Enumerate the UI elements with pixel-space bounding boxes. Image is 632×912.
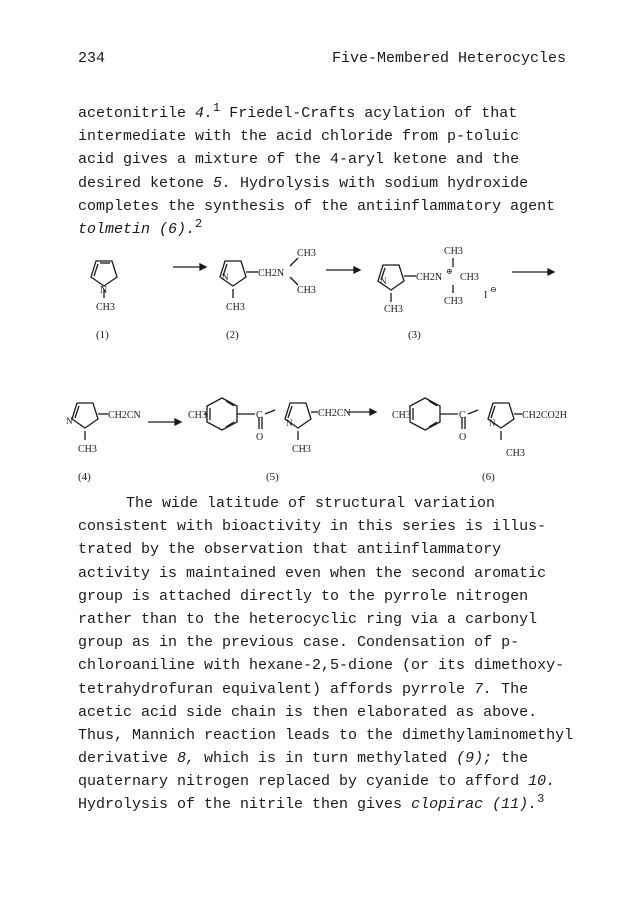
text: quaternary nitrogen replaced by cyanide to afford — [78, 773, 529, 791]
carbonyl-oxygen: O — [256, 432, 264, 443]
text-line: completes the synthesis of the antiinflammatory agent — [78, 197, 556, 215]
carbonyl-carbon: C — [459, 410, 466, 421]
compound-label-4: (4) — [78, 471, 91, 483]
text-line: group as in the previous case. Condensation of p- — [78, 634, 520, 652]
text-line — [78, 770, 598, 793]
page-number: 234 — [78, 50, 106, 67]
text: Friedel-Crafts acylation of that — [220, 105, 518, 122]
methyl-group: CH3 — [292, 444, 311, 455]
compound-ref: 8, — [177, 750, 196, 768]
cyanomethyl-group: CH2CN — [108, 410, 141, 421]
compound-ref: 4. — [195, 105, 214, 122]
methyl-group: CH3 — [297, 248, 316, 259]
methyl-group: CH3 — [78, 444, 97, 455]
benzene-ring-5 — [207, 398, 237, 430]
methylene-amine: CH2N — [416, 272, 443, 283]
text-line: activity is maintained even when the second aromatic — [78, 564, 547, 582]
carbonyl-oxygen: O — [459, 432, 467, 443]
text-line: chloroaniline with hexane-2,5-dione (or its dimethoxy- — [78, 657, 565, 675]
atom-n: N — [100, 285, 108, 296]
benzene-ring-6 — [410, 398, 440, 430]
text-line: acetic acid side chain is then elaborated as above. — [78, 703, 538, 721]
atom-n: N — [489, 418, 496, 428]
text-line: trated by the observation that antiinflammatory — [78, 541, 502, 559]
cyanomethyl-group: CH2CN — [318, 408, 351, 419]
paragraph-1 — [78, 102, 598, 241]
methyl-group: CH3 — [226, 302, 245, 313]
methyl-group: CH3 — [506, 448, 525, 459]
text-line: acid gives a mixture of the 4-aryl ketone and the — [78, 151, 520, 169]
atom-n: N — [222, 272, 229, 282]
text: acetonitrile — [78, 105, 196, 122]
carboxymethyl-group: CH2CO2H — [522, 410, 568, 421]
compound-label-6: (6) — [482, 471, 495, 483]
carbonyl-carbon: C — [256, 410, 263, 421]
text-line — [78, 747, 598, 770]
text-line — [78, 218, 598, 241]
methyl-group: CH3 — [460, 272, 479, 283]
text-line: group is attached directly to the pyrrole nitrogen — [78, 587, 529, 605]
footnote-ref: 2 — [195, 216, 203, 231]
atom-n: N — [66, 416, 73, 426]
methyl-group: CH3 — [444, 296, 463, 307]
text: which is in turn methylated — [195, 750, 457, 768]
compound-name: tolmetin (6). — [78, 220, 196, 238]
footnote-ref: 1 — [213, 101, 221, 115]
running-title: Five-Membered Heterocycles — [331, 50, 566, 67]
methyl-group: CH3 — [444, 246, 463, 257]
text-line: The wide latitude of structural variation — [126, 495, 496, 512]
methyl-group: CH3 — [392, 410, 411, 421]
text-line: rather than to the heterocyclic ring via a carbonyl — [78, 610, 538, 628]
compound-label-5: (5) — [266, 471, 279, 483]
text-line: Thus, Mannich reaction leads to the dimethylaminomethyl — [78, 726, 574, 744]
compound-ref: 5. — [213, 174, 232, 192]
text-line — [78, 793, 598, 816]
methyl-group: CH3 — [188, 410, 207, 421]
compound-label-3: (3) — [408, 329, 421, 341]
reaction-scheme-row-1 — [0, 240, 632, 350]
text-line — [78, 172, 598, 195]
text: Hydrolysis with sodium hydroxide — [231, 174, 529, 192]
methyl-group: CH3 — [297, 285, 316, 296]
text-line — [78, 102, 598, 125]
atom-n: N — [380, 276, 387, 286]
methyl-group: CH3 — [96, 302, 115, 313]
text-line — [78, 678, 598, 701]
compound-label-2: (2) — [226, 329, 239, 341]
methylene-amine: CH2N — [258, 268, 285, 279]
text: Hydrolysis of the nitrile then gives — [78, 796, 412, 814]
footnote-ref: 3 — [537, 792, 545, 807]
paragraph-2 — [78, 492, 598, 817]
text: the — [492, 750, 529, 768]
text: The — [492, 680, 529, 698]
compound-label-1: (1) — [96, 329, 109, 341]
reaction-scheme-row-2 — [0, 382, 632, 492]
compound-ref: 10. — [528, 773, 556, 791]
iodide: I — [484, 290, 488, 301]
compound-ref: (9); — [456, 750, 493, 768]
atom-n: N — [286, 418, 293, 428]
negative-charge: ⊖ — [490, 285, 497, 294]
text: derivative — [78, 750, 178, 768]
compound-ref: 7. — [474, 680, 493, 698]
text: tetrahydrofuran equivalent) affords pyrrole — [78, 680, 475, 698]
positive-charge: ⊕ — [446, 267, 453, 276]
text-line: intermediate with the acid chloride from p-toluic — [78, 128, 520, 146]
text-line: consistent with bioactivity in this series is illus- — [78, 518, 547, 536]
text: desired ketone — [78, 174, 214, 192]
compound-name: clopirac (11). — [411, 796, 538, 814]
methyl-group: CH3 — [384, 304, 403, 315]
